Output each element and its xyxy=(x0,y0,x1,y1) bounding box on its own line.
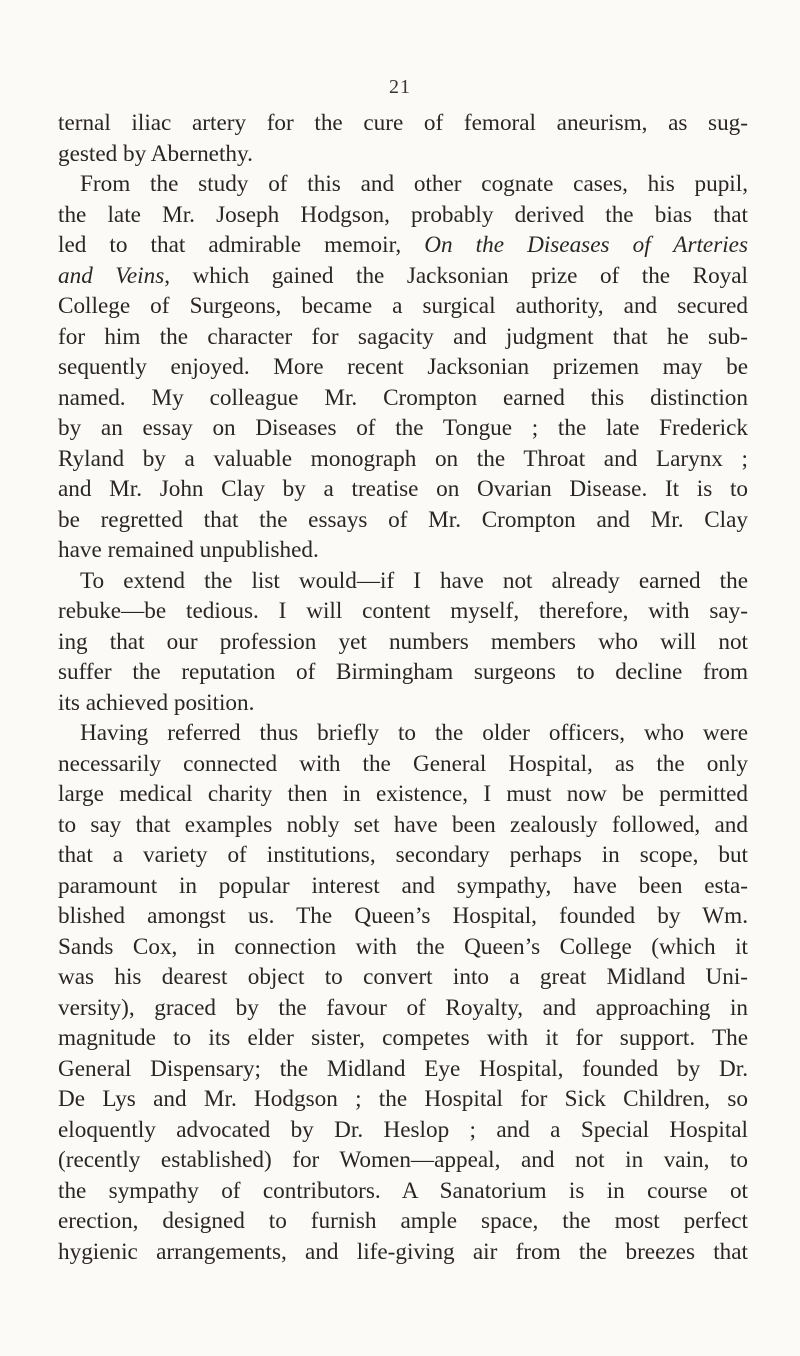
text-line: sequently enjoyed. More recent Jacksonian prizemen may be xyxy=(58,354,748,380)
text-line: necessarily connected with the General Hospital, as the only xyxy=(58,750,748,777)
text-line: ternal iliac artery for the cure of femoral aneurism, as sug- xyxy=(58,110,748,136)
text-line: large medical charity then in existence, I must now be permitted xyxy=(58,781,748,807)
text-line: to say that examples nobly set have been zealously followed, and xyxy=(58,811,748,838)
text-line: magnitude to its elder sister, competes with it for support. The xyxy=(58,1025,748,1051)
page-number: 21 xyxy=(389,76,411,98)
text-line: Having referred thus briefly to the older officers, who were xyxy=(80,720,748,746)
text-line: blished amongst us. The Queen’s Hospital, founded by Wm. xyxy=(58,903,748,929)
text-line: Ryland by a valuable monograph on the Throat and Larynx ; xyxy=(58,445,748,472)
text-line: To extend the list would—if I have not already earned the xyxy=(80,567,748,594)
text-line: its achieved position. xyxy=(58,689,255,716)
text-line: that a variety of institutions, secondary perhaps in scope, but xyxy=(58,842,748,868)
text-line: for him the character for sagacity and judgment that he sub- xyxy=(58,323,748,350)
text-line: by an essay on Diseases of the Tongue ; the late Frederick xyxy=(58,415,748,441)
text-line: the late Mr. Joseph Hodgson, probably derived the bias that xyxy=(58,201,748,228)
text-line: De Lys and Mr. Hodgson ; the Hospital for Sick Children, so xyxy=(58,1086,748,1112)
text-line: Sands Cox, in connection with the Queen’s College (which it xyxy=(58,933,748,960)
text-line: was his dearest object to convert into a great Midland Uni- xyxy=(58,964,748,990)
text-line: the sympathy of contributors. A Sanatorium is in course ot xyxy=(58,1177,748,1204)
text-line: gested by Abernethy. xyxy=(58,140,253,167)
text-line: General Dispensary; the Midland Eye Hospital, founded by Dr. xyxy=(58,1055,748,1082)
text-line: and Mr. John Clay by a treatise on Ovarian Disease. It is to xyxy=(58,476,748,502)
text-line: be regretted that the essays of Mr. Crompton and Mr. Clay xyxy=(58,506,748,533)
text-line: led to that admirable memoir, On the Diseases of Arteries xyxy=(58,232,748,258)
text-line: hygienic arrangements, and life-giving air from the breezes that xyxy=(58,1238,748,1265)
body-text xyxy=(58,108,748,1267)
text-line: and Veins, which gained the Jacksonian prize of the Royal xyxy=(58,262,748,289)
text-line: eloquently advocated by Dr. Heslop ; and a Special Hospital xyxy=(58,1116,748,1143)
text-line: erection, designed to furnish ample space, the most perfect xyxy=(58,1208,748,1234)
text-line: paramount in popular interest and sympathy, have been esta- xyxy=(58,872,748,899)
text-line: rebuke—be tedious. I will content myself, therefore, with say- xyxy=(58,598,748,624)
text-line: named. My colleague Mr. Crompton earned this distinction xyxy=(58,384,748,411)
text-line: From the study of this and other cognate cases, his pupil, xyxy=(80,171,748,197)
text-line: have remained unpublished. xyxy=(58,537,319,563)
text-line: ing that our profession yet numbers members who will not xyxy=(58,628,748,655)
text-line: versity), graced by the favour of Royalty, and approaching in xyxy=(58,994,748,1021)
text-line: suffer the reputation of Birmingham surgeons to decline from xyxy=(58,659,748,685)
text-line: (recently established) for Women—appeal, and not in vain, to xyxy=(58,1147,748,1173)
text-line: College of Surgeons, became a surgical authority, and secured xyxy=(58,293,748,319)
